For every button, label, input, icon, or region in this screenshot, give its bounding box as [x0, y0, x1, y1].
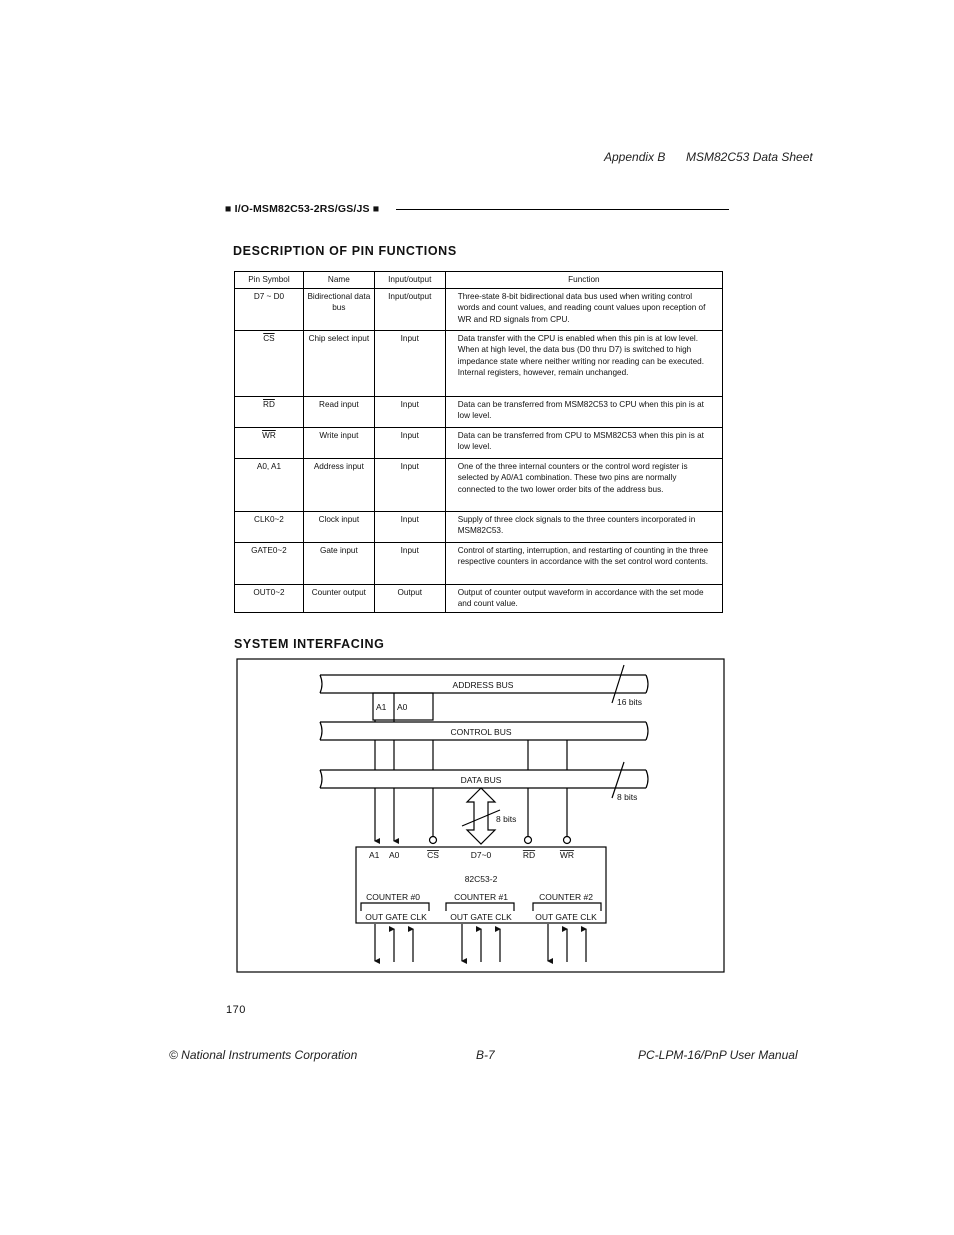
section-tag: ■ I/O-MSM82C53-2RS/GS/JS ■ — [225, 203, 380, 215]
footer-center: B-7 — [476, 1048, 495, 1062]
col-header-symbol: Pin Symbol — [235, 272, 304, 289]
chip-pin-a1: A1 — [369, 850, 380, 860]
counter-2-label: COUNTER #2 — [539, 892, 593, 902]
pin-io: Input — [374, 427, 445, 458]
pin-function: Supply of three clock signals to the three counters incorporated in MSM82C53. — [445, 511, 722, 542]
data-bidirectional-arrow — [467, 788, 495, 844]
pin-io: Input — [374, 542, 445, 584]
address-bits-label: 16 bits — [617, 697, 643, 707]
footer-right: PC-LPM-16/PnP User Manual — [638, 1048, 798, 1062]
interfacing-title: SYSTEM INTERFACING — [234, 637, 385, 651]
pin-section-title: DESCRIPTION OF PIN FUNCTIONS — [233, 244, 457, 258]
pin-name: Read input — [303, 396, 374, 427]
header-appendix: Appendix B — [604, 150, 666, 164]
pin-function: Three-state 8-bit bidirectional data bus used when writing control words and count values, and reading count values upon reception of WR and RD signals from CPU. — [445, 288, 722, 330]
counter-1-bracket — [446, 903, 514, 911]
chip-pin-rd: RD — [522, 850, 536, 860]
a0-label: A0 — [397, 702, 408, 712]
cs-bubble — [430, 837, 437, 844]
address-bus-label: ADDRESS BUS — [452, 680, 514, 690]
rd-bubble — [525, 837, 532, 844]
pin-function: Control of starting, interruption, and restarting of counting in the three respective counters in accordance with the set control word contents. — [445, 542, 722, 584]
pin-name: Chip select input — [303, 330, 374, 396]
control-bus-label: CONTROL BUS — [450, 727, 512, 737]
counter-1-label: COUNTER #1 — [454, 892, 508, 902]
pin-symbol: $\overline{CS}$ — [235, 330, 304, 396]
inner-bits-label: 8 bits — [496, 814, 517, 824]
pin-function: Output of counter output waveform in accordance with the set mode and count value. — [445, 584, 722, 612]
diagram-frame — [237, 659, 724, 972]
pin-function: Data can be transferred from MSM82C53 to CPU when this pin is at low level. — [445, 396, 722, 427]
col-header-io: Input/output — [374, 272, 445, 289]
counter-2-bracket — [533, 903, 601, 911]
counter-1-pins: OUT GATE CLK — [450, 912, 512, 922]
pin-name: Gate input — [303, 542, 374, 584]
chip-pin-wr: WR — [559, 850, 575, 860]
counter-0-label: COUNTER #0 — [366, 892, 420, 902]
col-header-name: Name — [303, 272, 374, 289]
counter-0-pins: OUT GATE CLK — [365, 912, 427, 922]
pin-function: Data can be transferred from CPU to MSM82C53 when this pin is at low level. — [445, 427, 722, 458]
pin-name: Counter output — [303, 584, 374, 612]
pin-symbol: OUT0~2 — [235, 584, 304, 612]
page-number: 170 — [226, 1004, 246, 1016]
pin-symbol: $\overline{RD}$ — [235, 396, 304, 427]
pin-function: Data transfer with the CPU is enabled when this pin is at low level. When at high level, the data bus (D0 thru D7) is switched to high impedance state where neither writing nor reading can be executed. Internal registers, however, remain unchanged. — [445, 330, 722, 396]
pin-io: Input — [374, 458, 445, 511]
data-bus-label: DATA BUS — [460, 775, 502, 785]
pin-name: Write input — [303, 427, 374, 458]
pin-name: Address input — [303, 458, 374, 511]
pin-io: Input — [374, 330, 445, 396]
pin-io: Input — [374, 396, 445, 427]
counter-2-pins: OUT GATE CLK — [535, 912, 597, 922]
pin-symbol: $\overline{WR}$ — [235, 427, 304, 458]
pin-symbol: D7 ~ D0 — [235, 288, 304, 330]
col-header-function: Function — [445, 272, 722, 289]
chip-name: 82C53-2 — [464, 874, 498, 884]
chip-pin-cs: CS — [427, 850, 439, 860]
pin-name: Clock input — [303, 511, 374, 542]
pin-io: Input — [374, 511, 445, 542]
pin-symbol: GATE0~2 — [235, 542, 304, 584]
wr-bubble — [564, 837, 571, 844]
chip-pin-d: D7~0 — [470, 850, 492, 860]
pin-io: Output — [374, 584, 445, 612]
counter-0-bracket — [361, 903, 429, 911]
data-bits-label: 8 bits — [617, 792, 638, 802]
pin-io: Input/output — [374, 288, 445, 330]
footer-left: © National Instruments Corporation — [169, 1048, 358, 1062]
pin-name: Bidirectional data bus — [303, 288, 374, 330]
a1-label: A1 — [376, 702, 387, 712]
header-doc-title: MSM82C53 Data Sheet — [686, 150, 813, 164]
pin-function: One of the three internal counters or the control word register is selected by A0/A1 combination. These two pins are normally connected to the two lower order bits of the address bus. — [445, 458, 722, 511]
pin-symbol: A0, A1 — [235, 458, 304, 511]
pin-symbol: CLK0~2 — [235, 511, 304, 542]
chip-pin-a0: A0 — [389, 850, 400, 860]
